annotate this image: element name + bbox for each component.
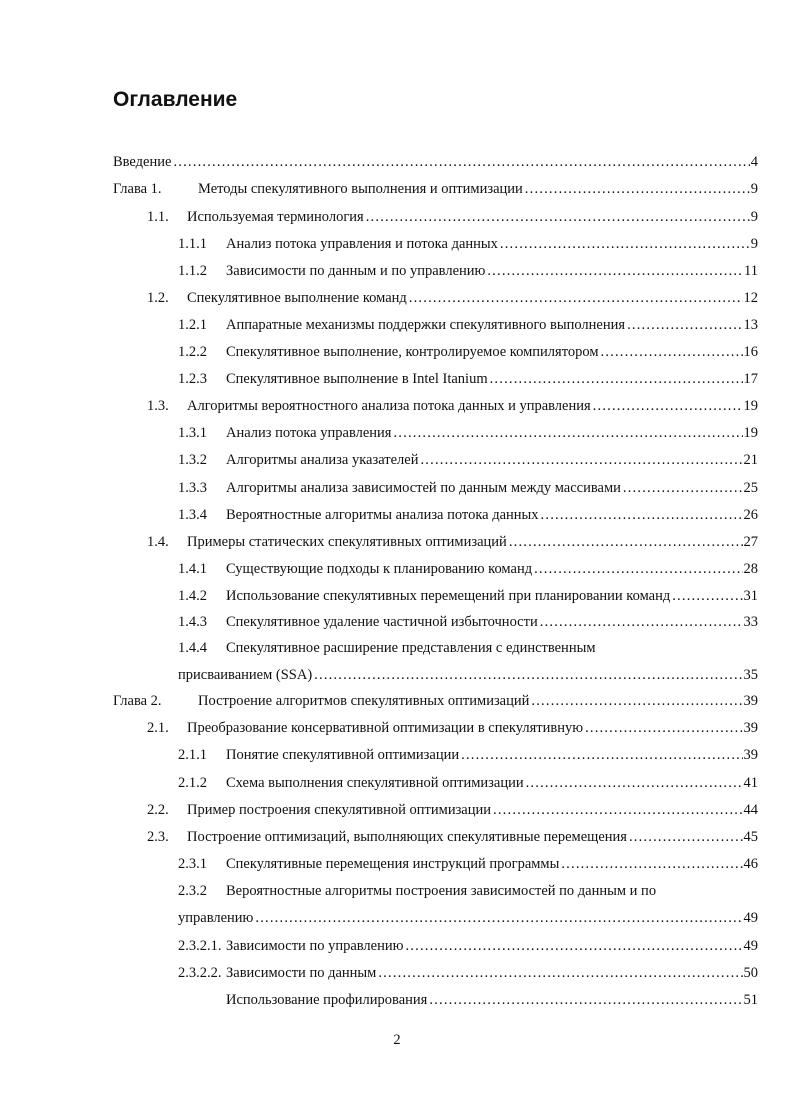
toc-entry[interactable] xyxy=(0,478,794,498)
dot-leader xyxy=(173,152,749,172)
toc-entry-number: 1.4.3 xyxy=(178,614,207,630)
dot-leader xyxy=(314,665,742,685)
dot-leader xyxy=(493,800,742,820)
toc-entry[interactable] xyxy=(0,773,794,793)
toc-entry-label: Спекулятивное выполнение команд xyxy=(187,290,407,306)
toc-entry-number: 1.4.1 xyxy=(178,561,207,577)
dot-leader xyxy=(672,586,742,606)
toc-entry[interactable] xyxy=(0,881,794,901)
toc-entry-page: 51 xyxy=(743,992,758,1008)
toc-entry-page: 21 xyxy=(743,452,758,468)
dot-leader xyxy=(405,936,742,956)
toc-entry-number: 1.1.1 xyxy=(178,236,207,252)
toc-entry-number: 1.3. xyxy=(147,398,169,414)
dot-leader xyxy=(561,854,742,874)
toc-entry-number: 2.1.1 xyxy=(178,747,207,763)
toc-entry-page: 44 xyxy=(743,802,758,818)
toc-entry-label: Спекулятивное удаление частичной избыточности xyxy=(226,614,538,630)
toc-entry[interactable] xyxy=(0,342,794,362)
dot-leader xyxy=(509,532,743,552)
toc-entry[interactable] xyxy=(0,396,794,416)
toc-entry-number: 1.2.1 xyxy=(178,317,207,333)
toc-entry-label: Построение оптимизаций, выполняющих спекулятивные перемещения xyxy=(187,829,627,845)
dot-leader xyxy=(585,718,742,738)
toc-entry-page: 17 xyxy=(743,371,758,387)
toc-entry-number: 2.3.2.1. xyxy=(178,938,222,954)
toc-entry[interactable] xyxy=(0,288,794,308)
toc-entry-label: Преобразование консервативной оптимизации в спекулятивную xyxy=(187,720,584,736)
toc-entry-number: 2.1. xyxy=(147,720,169,736)
toc-entry-number: 2.3.2 xyxy=(178,883,207,899)
toc-entry-label: Использование профилирования xyxy=(226,992,428,1008)
toc-entry-page: 9 xyxy=(750,181,758,197)
toc-entry-page: 25 xyxy=(743,480,758,496)
toc-entry-number: 1.3.2 xyxy=(178,452,207,468)
dot-leader xyxy=(461,745,742,765)
dot-leader xyxy=(490,369,743,389)
toc-entry-label: Зависимости по управлению xyxy=(226,938,404,954)
toc-entry-label: Алгоритмы вероятностного анализа потока данных и управления xyxy=(187,398,591,414)
toc-entry-number: Глава 1. xyxy=(113,181,162,197)
toc-entry-number: 2.3.1 xyxy=(178,856,207,872)
toc-entry-label: Понятие спекулятивной оптимизации xyxy=(226,747,460,763)
toc-entry-page: 19 xyxy=(743,398,758,414)
toc-entry-page: 39 xyxy=(743,693,758,709)
toc-entry[interactable] xyxy=(0,638,794,658)
toc-entry[interactable] xyxy=(0,505,794,525)
toc-entry[interactable] xyxy=(0,612,794,632)
dot-leader xyxy=(601,342,743,362)
toc-entry[interactable] xyxy=(0,800,794,820)
toc-entry-page: 9 xyxy=(750,209,758,225)
toc-entry-label: Спекулятивные перемещения инструкций программы xyxy=(226,856,560,872)
toc-entry-label: Схема выполнения спекулятивной оптимизации xyxy=(226,775,524,791)
toc-entry[interactable] xyxy=(0,423,794,443)
toc-entry-number: 2.3.2.2. xyxy=(178,965,222,981)
toc-entry[interactable] xyxy=(0,559,794,579)
toc-entry-label: Существующие подходы к планированию команд xyxy=(226,561,533,577)
dot-leader xyxy=(540,612,743,632)
dot-leader xyxy=(255,908,742,928)
dot-leader xyxy=(500,234,750,254)
dot-leader xyxy=(378,963,742,983)
toc-entry-page: 27 xyxy=(743,534,758,550)
toc-entry[interactable] xyxy=(0,963,794,983)
toc-entry-label: Используемая терминология xyxy=(187,209,364,225)
toc-entry-number: 1.2.3 xyxy=(178,371,207,387)
toc-entry-number: 1.1. xyxy=(147,209,169,225)
toc-entry-page: 39 xyxy=(743,720,758,736)
toc-entry-number: 1.4.2 xyxy=(178,588,207,604)
toc-entry-number: 2.1.2 xyxy=(178,775,207,791)
toc-entry-page: 45 xyxy=(743,829,758,845)
toc-entry[interactable] xyxy=(0,586,794,606)
toc-entry-page: 50 xyxy=(743,965,758,981)
toc-entry-label: Анализ потока управления xyxy=(226,425,392,441)
toc-entry-number: 1.2. xyxy=(147,290,169,306)
toc-entry-label: Вероятностные алгоритмы построения зависимостей по данным и по xyxy=(226,883,657,899)
dot-leader xyxy=(627,315,742,335)
toc-entry-number: 1.1.2 xyxy=(178,263,207,279)
toc-entry-page: 26 xyxy=(743,507,758,523)
dot-leader xyxy=(526,773,743,793)
dot-leader xyxy=(623,478,743,498)
toc-entry-page: 11 xyxy=(744,263,758,279)
toc-entry[interactable] xyxy=(0,315,794,335)
dot-leader xyxy=(629,827,743,847)
toc-entry-number: 1.3.3 xyxy=(178,480,207,496)
toc-entry-label: Анализ потока управления и потока данных xyxy=(226,236,498,252)
toc-entry-number: 1.2.2 xyxy=(178,344,207,360)
toc-entry-page: 13 xyxy=(743,317,758,333)
toc-entry-page: 33 xyxy=(743,614,758,630)
dot-leader xyxy=(525,179,750,199)
toc-entry-page: 31 xyxy=(743,588,758,604)
toc-entry-label: Аппаратные механизмы поддержки спекулятивного выполнения xyxy=(226,317,626,333)
toc-entry-continuation[interactable] xyxy=(0,908,794,928)
toc-entry-label: Методы спекулятивного выполнения и оптимизации xyxy=(198,181,523,197)
toc-entry[interactable] xyxy=(0,936,794,956)
toc-entry[interactable] xyxy=(0,745,794,765)
toc-entry[interactable] xyxy=(0,450,794,470)
dot-leader xyxy=(534,559,742,579)
toc-entry-number: 1.4.4 xyxy=(178,640,207,656)
toc-entry[interactable] xyxy=(0,234,794,254)
toc-entry-number: 2.3. xyxy=(147,829,169,845)
toc-entry-label: Спекулятивное расширение представления с единственным xyxy=(226,640,596,656)
toc-entry[interactable] xyxy=(0,532,794,552)
dot-leader xyxy=(393,423,742,443)
dot-leader xyxy=(409,288,743,308)
toc-entry[interactable] xyxy=(0,990,794,1010)
toc-entry-number: 1.4. xyxy=(147,534,169,550)
toc-entry-label-continued: присваиванием (SSA) xyxy=(178,667,313,683)
toc-entry-page: 39 xyxy=(743,747,758,763)
toc-entry-page: 46 xyxy=(743,856,758,872)
dot-leader xyxy=(420,450,742,470)
toc-entry[interactable] xyxy=(0,207,794,227)
toc-entry-label: Алгоритмы анализа зависимостей по данным между массивами xyxy=(226,480,621,496)
toc-entry-page: 35 xyxy=(743,667,758,683)
toc-entry-label: Пример построения спекулятивной оптимизации xyxy=(187,802,492,818)
toc-entry-label: Примеры статических спекулятивных оптимизаций xyxy=(187,534,507,550)
toc-entry-number: 2.2. xyxy=(147,802,169,818)
toc-entry-page: 4 xyxy=(750,154,758,170)
dot-leader xyxy=(366,207,750,227)
toc-entry-label: Алгоритмы анализа указателей xyxy=(226,452,419,468)
toc-entry[interactable] xyxy=(0,691,794,711)
dot-leader xyxy=(429,990,742,1010)
toc-entry-page: 49 xyxy=(743,938,758,954)
toc-entry-page: 16 xyxy=(743,344,758,360)
dot-leader xyxy=(541,505,743,525)
toc-entry-label: Использование спекулятивных перемещений при планировании команд xyxy=(226,588,671,604)
toc-entry-continuation[interactable] xyxy=(0,665,794,685)
toc-entry-number: 1.3.1 xyxy=(178,425,207,441)
toc-entry-page: 41 xyxy=(743,775,758,791)
page-number: 2 xyxy=(393,1032,401,1048)
toc-entry-number: 1.3.4 xyxy=(178,507,207,523)
toc-entry-label: Построение алгоритмов спекулятивных оптимизаций xyxy=(198,693,530,709)
toc-entry-label: Вероятностные алгоритмы анализа потока данных xyxy=(226,507,539,523)
toc-entry[interactable] xyxy=(0,369,794,389)
toc-entry-page: 19 xyxy=(743,425,758,441)
toc-entry-label: Зависимости по данным xyxy=(226,965,377,981)
toc-entry-page: 12 xyxy=(743,290,758,306)
toc-entry-page: 28 xyxy=(743,561,758,577)
toc-entry-number: Глава 2. xyxy=(113,693,162,709)
toc-entry-label-continued: управлению xyxy=(178,910,254,926)
toc-entry-page: 49 xyxy=(743,910,758,926)
toc-entry-page: 9 xyxy=(750,236,758,252)
toc-entry[interactable] xyxy=(0,827,794,847)
toc-entry[interactable] xyxy=(0,718,794,738)
toc-entry-label: Спекулятивное выполнение в Intel Itanium xyxy=(226,371,488,387)
toc-entry-label: Зависимости по данным и по управлению xyxy=(226,263,486,279)
toc-entry[interactable] xyxy=(0,179,794,199)
dot-leader xyxy=(531,691,742,711)
toc-entry-label: Спекулятивное выполнение, контролируемое компилятором xyxy=(226,344,599,360)
toc-entry[interactable] xyxy=(0,261,794,281)
toc-entry[interactable] xyxy=(0,152,794,172)
dot-leader xyxy=(487,261,743,281)
toc-entry[interactable] xyxy=(0,854,794,874)
toc-entry-label: Введение xyxy=(113,154,172,170)
page-title: Оглавление xyxy=(113,88,238,111)
dot-leader xyxy=(593,396,743,416)
